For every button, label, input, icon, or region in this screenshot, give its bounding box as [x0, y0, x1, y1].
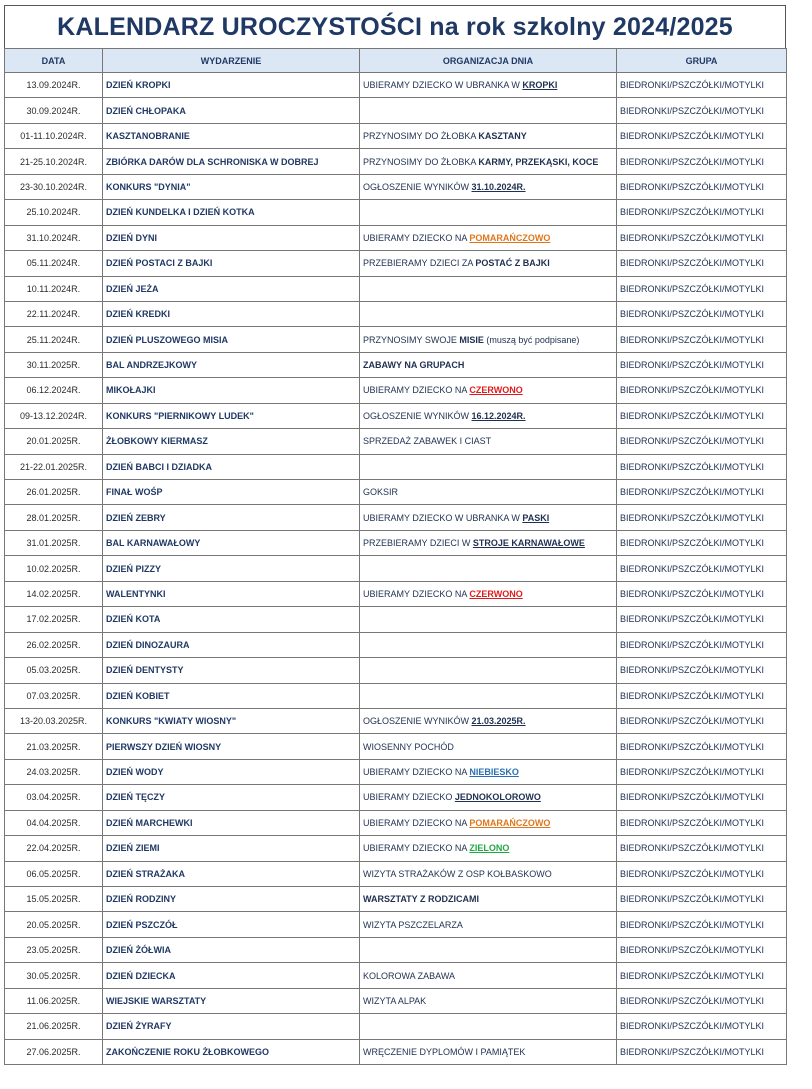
group-cell: BIEDRONKI/PSZCZÓŁKI/MOTYLKI: [617, 174, 787, 199]
organization-cell: [360, 429, 617, 454]
date-cell: 31.01.2025R.: [5, 530, 103, 555]
organization-cell: [360, 149, 617, 174]
event-cell: FINAŁ WOŚP: [103, 480, 360, 505]
group-cell: BIEDRONKI/PSZCZÓŁKI/MOTYLKI: [617, 429, 787, 454]
organization-text-segment: PASKI: [522, 512, 550, 523]
organization-text-segment: PRZYNOSIMY DO ŻŁOBKA: [363, 156, 479, 167]
organization-cell: [360, 556, 617, 581]
group-cell: BIEDRONKI/PSZCZÓŁKI/MOTYLKI: [617, 403, 787, 428]
group-cell: BIEDRONKI/PSZCZÓŁKI/MOTYLKI: [617, 1039, 787, 1064]
event-cell: DZIEŃ POSTACI Z BAJKI: [103, 251, 360, 276]
event-cell: DZIEŃ MARCHEWKI: [103, 810, 360, 835]
organization-cell: [360, 1014, 617, 1039]
date-cell: 15.05.2025R.: [5, 887, 103, 912]
event-cell: DZIEŃ STRAŻAKA: [103, 861, 360, 886]
table-row: [5, 734, 787, 759]
organization-cell: [360, 708, 617, 733]
event-cell: DZIEŃ JEŻA: [103, 276, 360, 301]
organization-text-segment: OGŁOSZENIE WYNIKÓW: [363, 410, 472, 421]
organization-text-segment: WIZYTA ALPAK: [363, 995, 427, 1006]
event-cell: ŻŁOBKOWY KIERMASZ: [103, 429, 360, 454]
organization-text-segment: ZIELONO: [469, 843, 510, 854]
group-cell: BIEDRONKI/PSZCZÓŁKI/MOTYLKI: [617, 276, 787, 301]
table-row: [5, 378, 787, 403]
table-row: [5, 963, 787, 988]
organization-text-segment: UBIERAMY DZIECKO W UBRANKA W: [363, 80, 523, 91]
organization-cell: [360, 225, 617, 250]
organization-cell: [360, 759, 617, 784]
organization-cell: [360, 352, 617, 377]
organization-cell: [360, 988, 617, 1013]
date-cell: 30.05.2025R.: [5, 963, 103, 988]
date-cell: 09-13.12.2024R.: [5, 403, 103, 428]
organization-text-segment: WRĘCZENIE DYPLOMÓW I PAMIĄTEK: [363, 1046, 526, 1057]
date-cell: 21.06.2025R.: [5, 1014, 103, 1039]
organization-cell: [360, 98, 617, 123]
event-cell: DZIEŃ WODY: [103, 759, 360, 784]
organization-text-segment: WIOSENNY POCHÓD: [363, 741, 454, 752]
date-cell: 26.01.2025R.: [5, 480, 103, 505]
table-row: [5, 683, 787, 708]
event-cell: ZBIÓRKA DARÓW DLA SCHRONISKA W DOBREJ: [103, 149, 360, 174]
table-row: [5, 276, 787, 301]
date-cell: 21.03.2025R.: [5, 734, 103, 759]
table-row: [5, 632, 787, 657]
date-cell: 13-20.03.2025R.: [5, 708, 103, 733]
organization-text-segment: CZERWONO: [469, 588, 523, 599]
date-cell: 23-30.10.2024R.: [5, 174, 103, 199]
event-cell: DZIEŃ CHŁOPAKA: [103, 98, 360, 123]
group-cell: BIEDRONKI/PSZCZÓŁKI/MOTYLKI: [617, 454, 787, 479]
event-cell: DZIEŃ ZIEMI: [103, 836, 360, 861]
organization-text-segment: POMARAŃCZOWO: [469, 817, 551, 828]
organization-text-segment: WIZYTA STRAŻAKÓW Z OSP KOŁBASKOWO: [363, 868, 552, 879]
organization-text-segment: STROJE KARNAWAŁOWE: [472, 538, 585, 549]
group-cell: BIEDRONKI/PSZCZÓŁKI/MOTYLKI: [617, 861, 787, 886]
date-cell: 30.11.2025R.: [5, 352, 103, 377]
table-row: [5, 403, 787, 428]
group-cell: BIEDRONKI/PSZCZÓŁKI/MOTYLKI: [617, 887, 787, 912]
table-row: [5, 454, 787, 479]
table-row: [5, 98, 787, 123]
organization-text-segment: SPRZEDAŻ ZABAWEK I CIAST: [363, 436, 492, 447]
table-body: [5, 73, 787, 1065]
group-cell: BIEDRONKI/PSZCZÓŁKI/MOTYLKI: [617, 937, 787, 962]
date-cell: 21-22.01.2025R.: [5, 454, 103, 479]
group-cell: BIEDRONKI/PSZCZÓŁKI/MOTYLKI: [617, 352, 787, 377]
date-cell: 30.09.2024R.: [5, 98, 103, 123]
group-cell: BIEDRONKI/PSZCZÓŁKI/MOTYLKI: [617, 581, 787, 606]
table-row: [5, 607, 787, 632]
group-cell: BIEDRONKI/PSZCZÓŁKI/MOTYLKI: [617, 632, 787, 657]
group-cell: BIEDRONKI/PSZCZÓŁKI/MOTYLKI: [617, 378, 787, 403]
organization-cell: [360, 200, 617, 225]
organization-cell: [360, 1039, 617, 1064]
date-cell: 28.01.2025R.: [5, 505, 103, 530]
table-row: [5, 937, 787, 962]
organization-text-segment: POSTAĆ Z BAJKI: [475, 258, 550, 269]
date-cell: 13.09.2024R.: [5, 73, 103, 98]
date-cell: 31.10.2024R.: [5, 225, 103, 250]
organization-cell: [360, 912, 617, 937]
date-cell: 04.04.2025R.: [5, 810, 103, 835]
organization-text-segment: UBIERAMY DZIECKO W UBRANKA W: [363, 512, 523, 523]
organization-text-segment: KARMY, PRZEKĄSKI, KOCE: [478, 156, 599, 167]
organization-cell: [360, 301, 617, 326]
table-row: [5, 1039, 787, 1064]
date-cell: 14.02.2025R.: [5, 581, 103, 606]
group-cell: BIEDRONKI/PSZCZÓŁKI/MOTYLKI: [617, 149, 787, 174]
group-cell: BIEDRONKI/PSZCZÓŁKI/MOTYLKI: [617, 505, 787, 530]
table-row: [5, 327, 787, 352]
organization-text-segment: UBIERAMY DZIECKO NA: [363, 385, 470, 396]
event-cell: DZIEŃ KOBIET: [103, 683, 360, 708]
group-cell: BIEDRONKI/PSZCZÓŁKI/MOTYLKI: [617, 963, 787, 988]
event-cell: DZIEŃ KREDKI: [103, 301, 360, 326]
table-row: [5, 200, 787, 225]
events-table: [4, 48, 787, 1065]
table-row: [5, 530, 787, 555]
organization-cell: [360, 861, 617, 886]
organization-text-segment: OGŁOSZENIE WYNIKÓW: [363, 716, 472, 727]
organization-text-segment: KASZTANY: [478, 131, 527, 142]
group-cell: BIEDRONKI/PSZCZÓŁKI/MOTYLKI: [617, 759, 787, 784]
event-cell: BAL ANDRZEJKOWY: [103, 352, 360, 377]
group-cell: BIEDRONKI/PSZCZÓŁKI/MOTYLKI: [617, 683, 787, 708]
event-cell: DZIEŃ DZIECKA: [103, 963, 360, 988]
organization-text-segment: KOLOROWA ZABAWA: [363, 970, 456, 981]
group-cell: BIEDRONKI/PSZCZÓŁKI/MOTYLKI: [617, 200, 787, 225]
organization-text-segment: 31.10.2024R.: [471, 181, 526, 192]
table-row: [5, 352, 787, 377]
group-cell: BIEDRONKI/PSZCZÓŁKI/MOTYLKI: [617, 988, 787, 1013]
organization-cell: [360, 480, 617, 505]
event-cell: KONKURS "DYNIA": [103, 174, 360, 199]
event-cell: ZAKOŃCZENIE ROKU ŻŁOBKOWEGO: [103, 1039, 360, 1064]
organization-cell: [360, 658, 617, 683]
table-row: [5, 708, 787, 733]
organization-cell: [360, 836, 617, 861]
date-cell: 05.03.2025R.: [5, 658, 103, 683]
organization-cell: [360, 937, 617, 962]
table-row: [5, 759, 787, 784]
organization-text-segment: UBIERAMY DZIECKO: [363, 792, 455, 803]
organization-text-segment: POMARAŃCZOWO: [469, 232, 551, 243]
table-row: [5, 73, 787, 98]
organization-text-segment: WARSZTATY Z RODZICAMI: [363, 894, 479, 905]
event-cell: KONKURS "PIERNIKOWY LUDEK": [103, 403, 360, 428]
table-row: [5, 836, 787, 861]
table-row: [5, 912, 787, 937]
event-cell: WIEJSKIE WARSZTATY: [103, 988, 360, 1013]
organization-cell: [360, 632, 617, 657]
organization-text-segment: PRZYNOSIMY SWOJE: [363, 334, 460, 345]
organization-cell: [360, 530, 617, 555]
date-cell: 22.04.2025R.: [5, 836, 103, 861]
table-row: [5, 123, 787, 148]
organization-text-segment: UBIERAMY DZIECKO NA: [363, 588, 470, 599]
table-row: [5, 887, 787, 912]
organization-cell: [360, 251, 617, 276]
date-cell: 25.11.2024R.: [5, 327, 103, 352]
organization-text-segment: NIEBIESKO: [469, 767, 519, 778]
organization-text-segment: JEDNOKOLOROWO: [454, 792, 541, 803]
event-cell: DZIEŃ ŻÓŁWIA: [103, 937, 360, 962]
column-header-group: GRUPA: [617, 49, 787, 73]
table-row: [5, 658, 787, 683]
organization-cell: [360, 123, 617, 148]
group-cell: BIEDRONKI/PSZCZÓŁKI/MOTYLKI: [617, 251, 787, 276]
group-cell: BIEDRONKI/PSZCZÓŁKI/MOTYLKI: [617, 836, 787, 861]
table-row: [5, 251, 787, 276]
date-cell: 21-25.10.2024R.: [5, 149, 103, 174]
organization-cell: [360, 454, 617, 479]
table-row: [5, 556, 787, 581]
table-row: [5, 225, 787, 250]
date-cell: 05.11.2024R.: [5, 251, 103, 276]
column-header-organization: ORGANIZACJA DNIA: [360, 49, 617, 73]
event-cell: BAL KARNAWAŁOWY: [103, 530, 360, 555]
event-cell: DZIEŃ DYNI: [103, 225, 360, 250]
organization-cell: [360, 810, 617, 835]
organization-cell: [360, 174, 617, 199]
date-cell: 20.01.2025R.: [5, 429, 103, 454]
event-cell: DZIEŃ BABCI I DZIADKA: [103, 454, 360, 479]
table-row: [5, 505, 787, 530]
event-cell: DZIEŃ KROPKI: [103, 73, 360, 98]
date-cell: 27.06.2025R.: [5, 1039, 103, 1064]
event-cell: KONKURS "KWIATY WIOSNY": [103, 708, 360, 733]
group-cell: BIEDRONKI/PSZCZÓŁKI/MOTYLKI: [617, 785, 787, 810]
group-cell: BIEDRONKI/PSZCZÓŁKI/MOTYLKI: [617, 708, 787, 733]
table-header-row: [5, 49, 787, 73]
organization-cell: [360, 607, 617, 632]
event-cell: PIERWSZY DZIEŃ WIOSNY: [103, 734, 360, 759]
group-cell: BIEDRONKI/PSZCZÓŁKI/MOTYLKI: [617, 658, 787, 683]
group-cell: BIEDRONKI/PSZCZÓŁKI/MOTYLKI: [617, 480, 787, 505]
organization-cell: [360, 403, 617, 428]
event-cell: DZIEŃ TĘCZY: [103, 785, 360, 810]
organization-cell: [360, 73, 617, 98]
organization-text-segment: (muszą być podpisane): [483, 334, 580, 345]
date-cell: 22.11.2024R.: [5, 301, 103, 326]
organization-text-segment: CZERWONO: [469, 385, 523, 396]
calendar-sheet: [4, 5, 786, 1065]
organization-text-segment: MISIE: [459, 334, 484, 345]
organization-cell: [360, 785, 617, 810]
organization-text-segment: ZABAWY NA GRUPACH: [363, 360, 465, 371]
group-cell: BIEDRONKI/PSZCZÓŁKI/MOTYLKI: [617, 225, 787, 250]
organization-cell: [360, 378, 617, 403]
date-cell: 23.05.2025R.: [5, 937, 103, 962]
group-cell: BIEDRONKI/PSZCZÓŁKI/MOTYLKI: [617, 301, 787, 326]
organization-text-segment: UBIERAMY DZIECKO NA: [363, 232, 470, 243]
event-cell: DZIEŃ DENTYSTY: [103, 658, 360, 683]
column-header-event: WYDARZENIE: [103, 49, 360, 73]
table-row: [5, 785, 787, 810]
table-row: [5, 1014, 787, 1039]
event-cell: DZIEŃ ŻYRAFY: [103, 1014, 360, 1039]
organization-text-segment: UBIERAMY DZIECKO NA: [363, 843, 470, 854]
organization-text-segment: UBIERAMY DZIECKO NA: [363, 767, 470, 778]
table-row: [5, 988, 787, 1013]
organization-text-segment: 16.12.2024R.: [471, 410, 526, 421]
event-cell: DZIEŃ PLUSZOWEGO MISIA: [103, 327, 360, 352]
event-cell: DZIEŃ PIZZY: [103, 556, 360, 581]
table-row: [5, 581, 787, 606]
group-cell: BIEDRONKI/PSZCZÓŁKI/MOTYLKI: [617, 912, 787, 937]
organization-text-segment: PRZYNOSIMY DO ŻŁOBKA: [363, 131, 479, 142]
table-row: [5, 174, 787, 199]
organization-text-segment: OGŁOSZENIE WYNIKÓW: [363, 181, 472, 192]
date-cell: 06.05.2025R.: [5, 861, 103, 886]
group-cell: BIEDRONKI/PSZCZÓŁKI/MOTYLKI: [617, 123, 787, 148]
table-row: [5, 480, 787, 505]
table-row: [5, 301, 787, 326]
date-cell: 11.06.2025R.: [5, 988, 103, 1013]
date-cell: 01-11.10.2024R.: [5, 123, 103, 148]
event-cell: DZIEŃ KOTA: [103, 607, 360, 632]
organization-text-segment: PRZEBIERAMY DZIECI ZA: [363, 258, 476, 269]
table-row: [5, 861, 787, 886]
group-cell: BIEDRONKI/PSZCZÓŁKI/MOTYLKI: [617, 530, 787, 555]
group-cell: BIEDRONKI/PSZCZÓŁKI/MOTYLKI: [617, 1014, 787, 1039]
group-cell: BIEDRONKI/PSZCZÓŁKI/MOTYLKI: [617, 734, 787, 759]
group-cell: BIEDRONKI/PSZCZÓŁKI/MOTYLKI: [617, 98, 787, 123]
organization-cell: [360, 887, 617, 912]
organization-cell: [360, 327, 617, 352]
date-cell: 20.05.2025R.: [5, 912, 103, 937]
organization-text-segment: UBIERAMY DZIECKO NA: [363, 817, 470, 828]
group-cell: BIEDRONKI/PSZCZÓŁKI/MOTYLKI: [617, 810, 787, 835]
organization-cell: [360, 276, 617, 301]
date-cell: 10.11.2024R.: [5, 276, 103, 301]
event-cell: DZIEŃ KUNDELKA I DZIEŃ KOTKA: [103, 200, 360, 225]
table-row: [5, 429, 787, 454]
event-cell: MIKOŁAJKI: [103, 378, 360, 403]
table-row: [5, 149, 787, 174]
organization-text-segment: GOKSIR: [363, 487, 399, 498]
organization-text-segment: KROPKI: [522, 80, 558, 91]
date-cell: 03.04.2025R.: [5, 785, 103, 810]
group-cell: BIEDRONKI/PSZCZÓŁKI/MOTYLKI: [617, 607, 787, 632]
date-cell: 06.12.2024R.: [5, 378, 103, 403]
table-row: [5, 810, 787, 835]
date-cell: 24.03.2025R.: [5, 759, 103, 784]
event-cell: WALENTYNKI: [103, 581, 360, 606]
group-cell: BIEDRONKI/PSZCZÓŁKI/MOTYLKI: [617, 73, 787, 98]
date-cell: 10.02.2025R.: [5, 556, 103, 581]
page-title: KALENDARZ UROCZYSTOŚCI na rok szkolny 2024/2025: [4, 5, 786, 48]
date-cell: 25.10.2024R.: [5, 200, 103, 225]
column-header-date: DATA: [5, 49, 103, 73]
organization-text-segment: 21.03.2025R.: [471, 716, 526, 727]
event-cell: KASZTANOBRANIE: [103, 123, 360, 148]
date-cell: 07.03.2025R.: [5, 683, 103, 708]
organization-cell: [360, 963, 617, 988]
date-cell: 17.02.2025R.: [5, 607, 103, 632]
event-cell: DZIEŃ RODZINY: [103, 887, 360, 912]
organization-cell: [360, 581, 617, 606]
organization-cell: [360, 683, 617, 708]
event-cell: DZIEŃ DINOZAURA: [103, 632, 360, 657]
organization-text-segment: PRZEBIERAMY DZIECI W: [363, 538, 473, 549]
organization-cell: [360, 734, 617, 759]
group-cell: BIEDRONKI/PSZCZÓŁKI/MOTYLKI: [617, 556, 787, 581]
organization-cell: [360, 505, 617, 530]
date-cell: 26.02.2025R.: [5, 632, 103, 657]
event-cell: DZIEŃ ZEBRY: [103, 505, 360, 530]
organization-text-segment: WIZYTA PSZCZELARZA: [363, 919, 463, 930]
event-cell: DZIEŃ PSZCZÓŁ: [103, 912, 360, 937]
group-cell: BIEDRONKI/PSZCZÓŁKI/MOTYLKI: [617, 327, 787, 352]
